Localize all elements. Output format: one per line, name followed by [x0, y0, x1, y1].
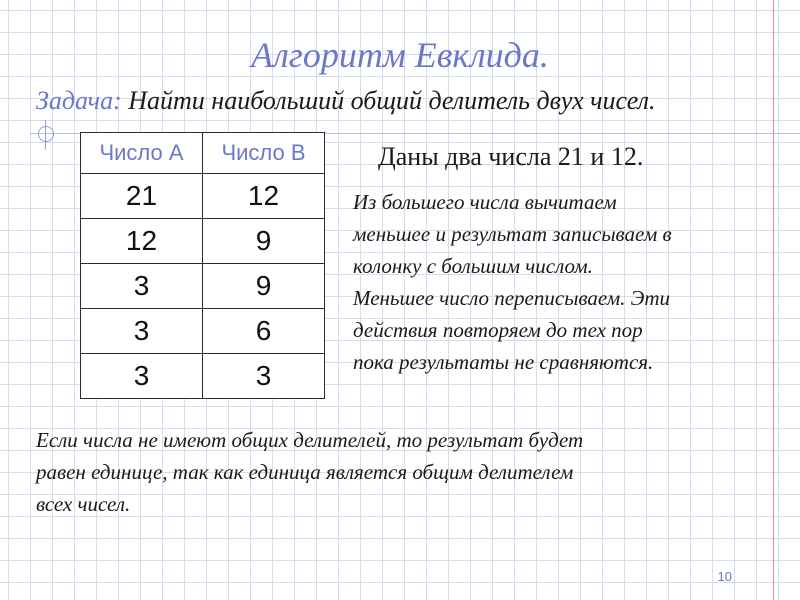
task-statement	[36, 86, 656, 116]
table-row	[81, 219, 325, 264]
given-numbers: Даны два числа 21 и 12.	[378, 142, 644, 171]
explanation-line: Из большего числа вычитаем	[353, 190, 617, 214]
explanation-line: действия повторяем до тех пор	[353, 318, 643, 342]
cell-a: 3	[81, 309, 203, 354]
cell-a: 3	[81, 264, 203, 309]
footer-note	[36, 424, 756, 520]
slide-title: Алгоритм Евклида.	[251, 35, 549, 75]
cell-b: 12	[203, 174, 325, 219]
explanation-line: колонку с большим числом.	[353, 254, 593, 278]
gcd-steps-table	[80, 132, 325, 399]
explanation-line: меньшее и результат записываем в	[353, 222, 672, 246]
crosshair-icon	[38, 126, 54, 142]
task-text: Найти наибольший общий делитель двух чисел.	[128, 86, 656, 115]
cell-a: 3	[81, 354, 203, 399]
table-row	[81, 264, 325, 309]
cell-b: 6	[203, 309, 325, 354]
cell-b: 3	[203, 354, 325, 399]
table-header-row	[81, 133, 325, 174]
table-row	[81, 174, 325, 219]
footer-line: равен единице, так как единица является общим делителем	[36, 460, 574, 484]
cell-b: 9	[203, 264, 325, 309]
cell-b: 9	[203, 219, 325, 264]
task-label: Задача:	[36, 86, 122, 115]
crosshair-line	[45, 120, 46, 150]
column-header-b: Число В	[203, 133, 325, 174]
explanation-line: пока результаты не сравняются.	[353, 350, 654, 374]
explanation-line: Меньшее число переписываем. Эти	[353, 286, 671, 310]
table-row	[81, 309, 325, 354]
footer-line: Если числа не имеют общих делителей, то результат будет	[36, 428, 584, 452]
margin-line-vertical	[773, 0, 774, 600]
slide-number: 10	[717, 569, 732, 584]
algorithm-explanation	[353, 186, 773, 378]
cell-a: 21	[81, 174, 203, 219]
table-row	[81, 354, 325, 399]
cell-a: 12	[81, 219, 203, 264]
column-header-a: Число А	[81, 133, 203, 174]
footer-line: всех чисел.	[36, 492, 131, 516]
